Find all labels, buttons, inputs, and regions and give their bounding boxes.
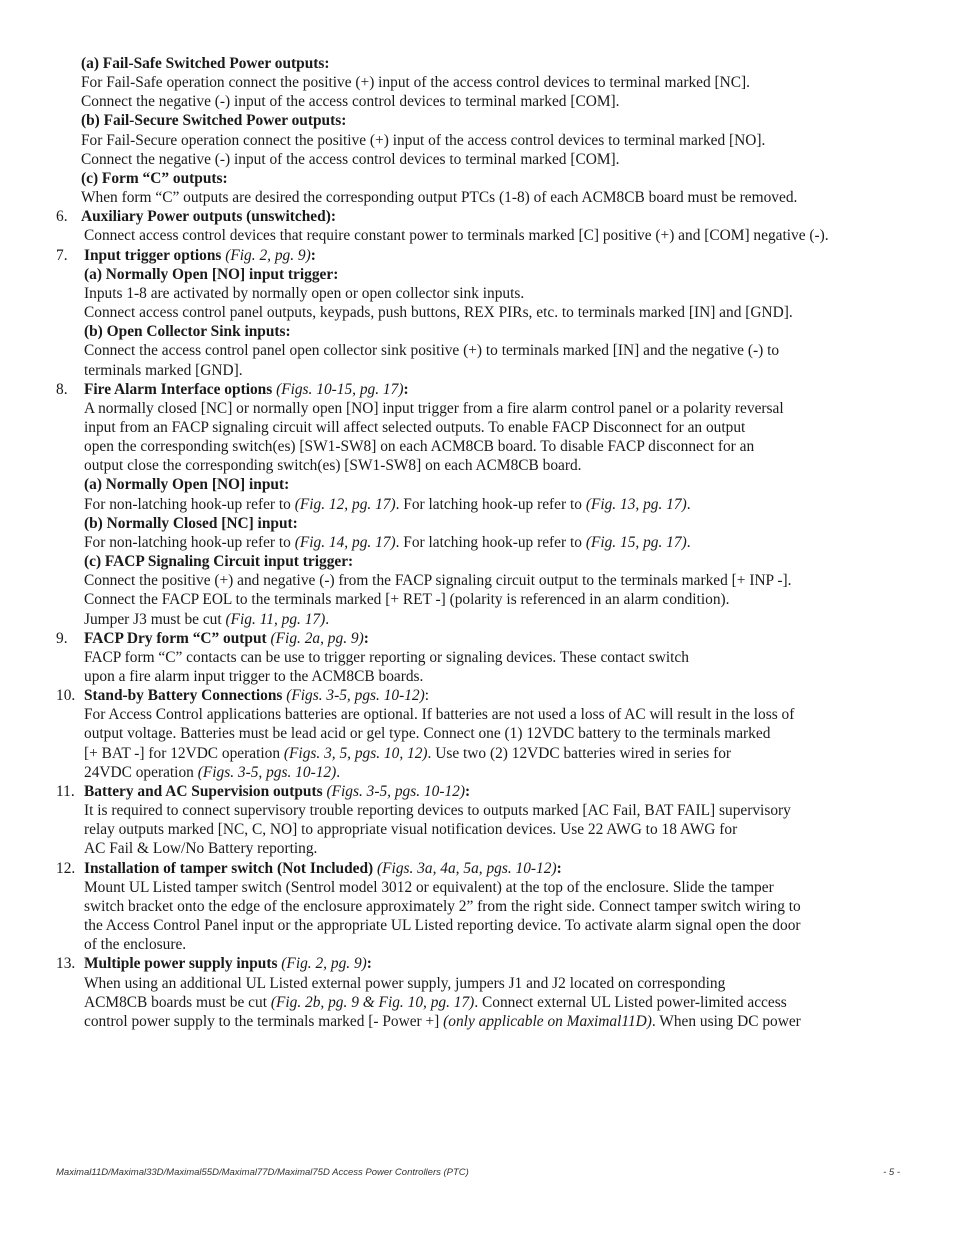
text-line — [0, 571, 954, 590]
figure-reference: (Fig. 2a, pg. 9) — [270, 629, 364, 647]
text-line — [0, 801, 954, 820]
text-line — [0, 1012, 954, 1031]
text-line — [0, 648, 954, 667]
text-run: Connect the negative (-) input of the access control devices to terminal marked [COM]. — [81, 93, 620, 111]
text-run: Connect access control panel outputs, keypads, push buttons, REX PIRs, etc. to terminals marked [IN] and [GND]. — [84, 304, 793, 322]
figure-reference: (only applicable on Maximal11D) — [443, 1012, 652, 1030]
text-run: (c) FACP Signaling Circuit input trigger: — [84, 553, 354, 571]
text-line — [0, 935, 954, 954]
figure-reference: (Figs. 10-15, pg. 17) — [276, 380, 404, 398]
text-run: Installation of tamper switch (Not Included) — [84, 859, 378, 877]
text-run: the Access Control Panel input or the appropriate UL Listed reporting device. To activate alarm signal open the door — [84, 917, 801, 935]
text-run: It is required to connect supervisory trouble reporting devices to outputs marked [AC Fail, BAT FAIL] supervisory — [84, 802, 791, 820]
text-run: : — [424, 687, 430, 705]
text-line — [0, 839, 954, 858]
text-line — [0, 188, 954, 207]
text-run: When form “C” outputs are desired the corresponding output PTCs (1-8) of each ACM8CB board must be removed. — [81, 189, 798, 207]
item-number: 6. — [56, 208, 68, 226]
text-line — [0, 150, 954, 169]
item-number: 13. — [56, 955, 76, 973]
text-line — [0, 495, 954, 514]
text-line — [0, 437, 954, 456]
text-line — [0, 399, 954, 418]
text-run: output voltage. Batteries must be lead acid or gel type. Connect one (1) 12VDC battery to the terminals marked — [84, 725, 771, 743]
text-run: . — [686, 495, 691, 513]
text-line — [0, 284, 954, 303]
text-run: . For latching hook-up refer to — [395, 533, 586, 551]
text-line — [0, 533, 954, 552]
text-run: input from an FACP signaling circuit will affect selected outputs. To enable FACP Disconnect for an output — [84, 418, 746, 436]
sub-heading — [0, 514, 954, 533]
text-run: . When using DC power — [651, 1012, 801, 1030]
text-run: : — [363, 629, 369, 647]
figure-reference: (Figs. 3a, 4a, 5a, pgs. 10-12) — [377, 859, 557, 877]
text-run: : — [366, 955, 372, 973]
item-number: 9. — [56, 629, 68, 647]
item-number: 11. — [56, 782, 75, 800]
text-run: (b) Open Collector Sink inputs: — [84, 323, 291, 341]
sub-heading — [0, 475, 954, 494]
figure-reference: (Figs. 3, 5, pgs. 10, 12) — [283, 744, 428, 762]
item-number: 8. — [56, 380, 68, 398]
text-run: . — [686, 533, 691, 551]
text-run: AC Fail & Low/No Battery reporting. — [84, 840, 318, 858]
sub-heading — [0, 169, 954, 188]
numbered-item-heading — [0, 246, 954, 265]
text-run: : — [403, 380, 409, 398]
sub-heading — [0, 111, 954, 130]
text-line — [0, 303, 954, 322]
text-run: Connect the positive (+) and negative (-) from the FACP signaling circuit output to the terminals marked [+ INP -]. — [84, 572, 792, 590]
text-run: . Connect external UL Listed power-limited access — [474, 993, 787, 1011]
item-number: 12. — [56, 859, 76, 877]
text-line — [0, 878, 954, 897]
text-run: control power supply to the terminals marked [- Power +] — [84, 1012, 444, 1030]
text-line — [0, 73, 954, 92]
page-number: - 5 - — [883, 1167, 900, 1178]
text-run: Multiple power supply inputs — [84, 955, 282, 973]
text-line — [0, 993, 954, 1012]
text-run: . — [325, 610, 330, 628]
text-run: (b) Fail-Secure Switched Power outputs: — [81, 112, 347, 130]
text-line — [0, 667, 954, 686]
text-run: Fire Alarm Interface options — [84, 380, 277, 398]
text-line — [0, 974, 954, 993]
text-run: switch bracket onto the edge of the enclosure approximately 2” from the right side. Connect tamper switch wiring to — [84, 897, 801, 915]
text-run: Auxiliary Power outputs (unswitched): — [81, 208, 336, 226]
text-line — [0, 820, 954, 839]
text-run: Mount UL Listed tamper switch (Sentrol model 3012 or equivalent) at the top of the enclosure. Slide the tamper — [84, 878, 774, 896]
text-run: Stand-by Battery Connections — [84, 687, 287, 705]
text-line — [0, 418, 954, 437]
text-run: : — [556, 859, 562, 877]
numbered-item-heading — [0, 629, 954, 648]
text-run: 24VDC operation — [84, 763, 198, 781]
text-run: ACM8CB boards must be cut — [84, 993, 271, 1011]
text-run: terminals marked [GND]. — [84, 361, 243, 379]
text-run: (a) Normally Open [NO] input: — [84, 476, 290, 494]
text-line — [0, 705, 954, 724]
text-line — [0, 92, 954, 111]
text-run: When using an additional UL Listed external power supply, jumpers J1 and J2 located on corresponding — [84, 974, 726, 992]
text-run: A normally closed [NC] or normally open [NO] input trigger from a fire alarm control panel or a polarity reversal — [84, 399, 784, 417]
sub-heading — [0, 322, 954, 341]
text-run: (a) Fail-Safe Switched Power outputs: — [81, 55, 330, 72]
text-run: (b) Normally Closed [NC] input: — [84, 514, 298, 532]
text-run: (a) Normally Open [NO] input trigger: — [84, 265, 339, 283]
text-run: For non-latching hook-up refer to — [84, 495, 295, 513]
numbered-item-heading — [0, 207, 954, 226]
document-body — [0, 54, 954, 1031]
numbered-item-heading — [0, 686, 954, 705]
text-run: output close the corresponding switch(es) [SW1-SW8] on each ACM8CB board. — [84, 457, 582, 475]
item-number: 7. — [56, 246, 68, 264]
text-run: Connect the FACP EOL to the terminals marked [+ RET -] (polarity is referenced in an alarm condition). — [84, 591, 730, 609]
text-line — [0, 131, 954, 150]
text-run: FACP form “C” contacts can be use to trigger reporting or signaling devices. These contact switch — [84, 648, 689, 666]
figure-reference: (Fig. 2, pg. 9) — [281, 955, 367, 973]
item-number: 10. — [56, 687, 76, 705]
text-run: open the corresponding switch(es) [SW1-SW8] on each ACM8CB board. To disable FACP disconnect for an — [84, 438, 755, 456]
text-run: For non-latching hook-up refer to — [84, 533, 295, 551]
text-run: Input trigger options — [84, 246, 226, 264]
sub-heading — [0, 552, 954, 571]
text-run: Connect the access control panel open collector sink positive (+) to terminals marked [IN] and the negative (-) to — [84, 342, 780, 360]
text-run: Inputs 1-8 are activated by normally open or open collector sink inputs. — [84, 284, 525, 302]
text-run: upon a fire alarm input trigger to the ACM8CB boards. — [84, 668, 424, 685]
text-line — [0, 744, 954, 763]
text-run: Battery and AC Supervision outputs — [84, 782, 327, 800]
text-run: . Use two (2) 12VDC batteries wired in series for — [427, 744, 732, 762]
text-run: relay outputs marked [NC, C, NO] to appropriate visual notification devices. Use 22 AWG to 18 AWG for — [84, 821, 738, 839]
figure-reference: (Fig. 11, pg. 17) — [225, 610, 326, 628]
text-run: For Fail-Secure operation connect the positive (+) input of the access control devices to terminal marked [NO]. — [81, 131, 766, 149]
text-run: [+ BAT -] for 12VDC operation — [84, 744, 284, 762]
text-line — [0, 897, 954, 916]
footer-title: Maximal11D/Maximal33D/Maximal55D/Maximal77D/Maximal75D Access Power Controllers (PTC) — [56, 1167, 469, 1178]
text-run: (c) Form “C” outputs: — [81, 169, 228, 187]
sub-heading — [0, 54, 954, 73]
text-line — [0, 763, 954, 782]
text-run: Connect access control devices that require constant power to terminals marked [C] positive (+) and [COM] negative (-). — [84, 227, 829, 245]
text-run: . — [336, 763, 341, 781]
text-line — [0, 361, 954, 380]
text-run: For Fail-Safe operation connect the positive (+) input of the access control devices to terminal marked [NC]. — [81, 74, 750, 92]
figure-reference: (Figs. 3-5, pgs. 10-12) — [326, 782, 465, 800]
text-run: . For latching hook-up refer to — [395, 495, 586, 513]
text-run: Connect the negative (-) input of the access control devices to terminal marked [COM]. — [81, 150, 620, 168]
text-run: : — [310, 246, 316, 264]
text-run: : — [464, 782, 471, 800]
text-line — [0, 456, 954, 475]
figure-reference: (Fig. 2, pg. 9) — [225, 246, 311, 264]
text-line — [0, 341, 954, 360]
figure-reference: (Figs. 3-5, pgs. 10-12) — [286, 687, 425, 705]
figure-reference: (Fig. 14, pg. 17) — [294, 533, 396, 551]
text-line — [0, 724, 954, 743]
text-run: Jumper J3 must be cut — [84, 610, 226, 628]
figure-reference: (Fig. 13, pg. 17) — [585, 495, 687, 513]
figure-reference: (Fig. 12, pg. 17) — [294, 495, 396, 513]
figure-reference: (Fig. 15, pg. 17) — [585, 533, 687, 551]
text-line — [0, 610, 954, 629]
numbered-item-heading — [0, 380, 954, 399]
figure-reference: (Figs. 3-5, pgs. 10-12) — [197, 763, 337, 781]
text-run: FACP Dry form “C” output — [84, 629, 271, 647]
figure-reference: (Fig. 2b, pg. 9 & Fig. 10, pg. 17) — [270, 993, 475, 1011]
text-line — [0, 226, 954, 245]
text-run: of the enclosure. — [84, 936, 187, 954]
text-line — [0, 916, 954, 935]
numbered-item-heading — [0, 859, 954, 878]
sub-heading — [0, 265, 954, 284]
numbered-item-heading — [0, 782, 954, 801]
page-footer — [56, 1167, 900, 1178]
numbered-item-heading — [0, 954, 954, 973]
text-line — [0, 590, 954, 609]
text-run: For Access Control applications batteries are optional. If batteries are not used a loss of AC will result in the loss of — [84, 706, 795, 724]
